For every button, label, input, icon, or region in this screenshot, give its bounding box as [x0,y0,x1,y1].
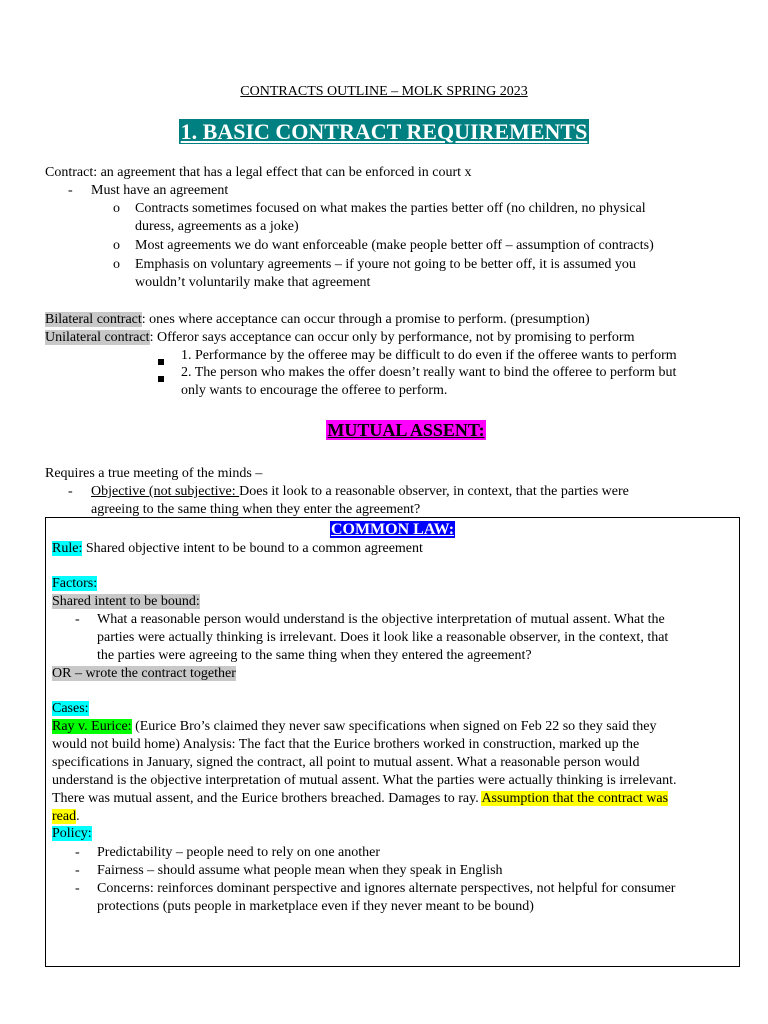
factors-line [52,575,97,593]
case-text: There was mutual assent, and the Eurice brothers breached. Damages to ray. [52,791,482,806]
list-item [75,880,735,916]
assumption-highlight: read [52,809,77,824]
case-name: Ray v. Eurice: [52,719,132,734]
case-line [52,808,80,826]
case-line: specifications in January, signed the contract, all point to mutual assent. What a reasonable person would [52,755,640,770]
case-line [52,790,668,808]
policy-item-text: Predictability – people need to rely on one another [97,845,381,860]
case-text: (Eurice Bro’s claimed they never saw specifications when signed on Feb 22 so they said they [131,719,657,734]
list-item-text: Must have an agreement [91,183,229,198]
policy-item-text: Concerns: reinforces dominant perspective and ignores alternate perspectives, not helpful for consumer [97,881,676,896]
circle-marker: o [113,238,120,253]
dash-marker: - [75,845,80,860]
shared-intent-text: the parties were agreeing to the same thing when they entered the agreement? [97,648,532,663]
bilateral-contract-line [45,311,590,329]
rule-line [52,540,423,558]
square-list-item [158,364,728,400]
policy-item-text: protections (puts people in marketplace even if they never meant to be bound) [97,899,534,914]
common-law-box [45,517,740,967]
sub-item-line: Most agreements we do want enforceable (make people better off – assumption of contracts) [135,238,654,253]
sub-item-line: duress, agreements as a joke) [135,219,299,234]
rule-text: Shared objective intent to be bound to a common agreement [82,541,423,556]
shared-intent-text: parties were actually thinking is irrelevant. Does it look like a reasonable observer, in the context, that [97,630,669,645]
dash-marker: - [75,612,80,627]
cases-label: Cases: [52,701,89,716]
square-item-line: 2. The person who makes the offer doesn’t really want to bind the offeree to perform but [181,365,677,380]
common-law-heading-wrapper [46,520,739,540]
or-line [52,665,236,683]
bilateral-text: : ones where acceptance can occur through a promise to perform. (presumption) [141,312,590,327]
objective-line: agreeing to the same thing when they enter the agreement? [91,502,421,517]
mutual-assent-heading: MUTUAL ASSENT: [327,420,485,440]
sub-list-item [113,237,713,255]
square-item-line: 1. Performance by the offeree may be difficult to do even if the offeree wants to perform [181,348,677,363]
factors-label: Factors: [52,576,98,591]
square-bullet-icon [158,370,164,388]
circle-marker: o [113,257,120,272]
shared-intent-text: What a reasonable person would understand is the objective interpretation of mutual assent. What the [97,612,665,627]
sub-item-line: Emphasis on voluntary agreements – if youre not going to be better off, it is assumed you [135,257,636,272]
shared-intent-line [52,593,200,611]
objective-text: Does it look to a reasonable observer, in context, that the parties were [239,484,629,499]
unilateral-label: Unilateral contract [45,330,150,345]
cases-line [52,700,89,718]
circle-marker: o [113,201,120,216]
list-item [68,182,718,200]
policy-item-text: Fairness – should assume what people mean when they speak in English [97,863,503,878]
list-item [75,844,735,862]
dash-marker: - [68,484,73,499]
sub-item-line: Contracts sometimes focused on what makes the parties better off (no children, no physical [135,201,646,216]
unilateral-contract-line [45,329,634,347]
bilateral-label: Bilateral contract [45,312,142,327]
mutual-assent-heading-wrapper [0,419,768,442]
section-heading: 1. BASIC CONTRACT REQUIREMENTS [180,119,588,144]
square-list-item [158,347,728,365]
or-text: OR – wrote the contract together [52,666,236,681]
case-line [52,718,656,736]
document-title: CONTRACTS OUTLINE – MOLK SPRING 2023 [240,84,528,99]
list-item [68,483,748,519]
objective-line [91,483,629,501]
assumption-highlight: Assumption that the contract was [481,791,669,806]
dash-marker: - [75,881,80,896]
section-heading-wrapper [0,118,768,146]
list-item [75,862,735,880]
dash-marker: - [68,183,73,198]
sub-item-line: wouldn’t voluntarily make that agreement [135,275,371,290]
policy-label: Policy: [52,826,92,841]
requires-line: Requires a true meeting of the minds – [45,466,263,481]
period: . [76,809,80,824]
policy-line [52,825,92,843]
sub-list-item [113,200,713,236]
case-line: would not build home) Analysis: The fact that the Eurice brothers worked in construction, marked up the [52,737,640,752]
square-item-line: only wants to encourage the offeree to perform. [181,383,448,398]
unilateral-text: : Offeror says acceptance can occur only by performance, not by promising to perform [149,330,635,345]
shared-intent-label: Shared intent to be bound: [52,594,200,609]
objective-label: Objective (not subjective: [91,484,240,499]
rule-label: Rule: [52,541,83,556]
case-line: understand is the objective interpretation of mutual assent. What the parties were actually thinking is irrelevant. [52,773,677,788]
common-law-heading: COMMON LAW: [330,521,455,538]
dash-marker: - [75,863,80,878]
list-item [75,611,735,665]
sub-list-item [113,256,713,292]
contract-definition: Contract: an agreement that has a legal effect that can be enforced in court x [45,165,472,180]
